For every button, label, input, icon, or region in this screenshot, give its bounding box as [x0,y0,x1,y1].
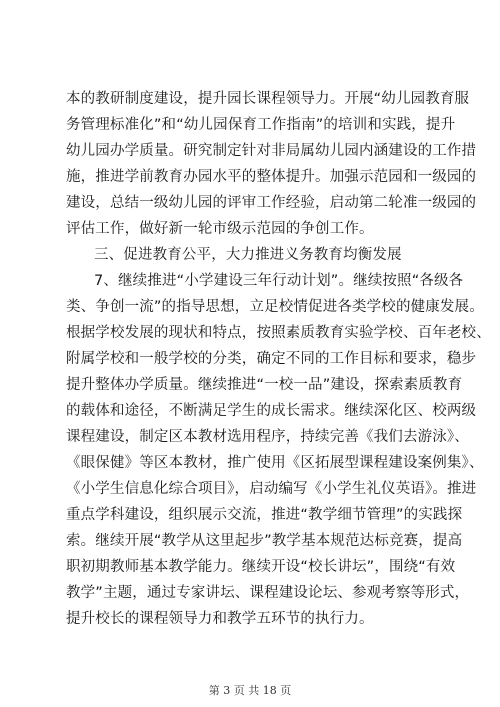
text-line: 附属学校和一般学校的分类，确定不同的工作目标和要求，稳步 [66,351,477,367]
text-line: 《小学生信息化综合项目》，启动编写《小学生礼仪英语》。推进 [66,481,477,497]
text-line: 职初期教师基本教学能力。继续开设“校长讲坛”，围绕“有效 [66,559,456,575]
text-line: 建设，总结一级幼儿园的评审工作经验，启动第二轮准一级园的 [66,195,477,211]
text-line: 提升校长的课程领导力和教学五环节的执行力。 [66,611,374,627]
text-line: 务管理标准化”和“幼儿园保育工作指南”的培训和实践，提升 [66,117,456,133]
text-line: 本的教研制度建设，提升园长课程领导力。开展“幼儿园教育服 [66,91,470,107]
text-line: 7、继续推进“小学建设三年行动计划”。继续按照“各级各 [94,273,464,289]
page-number-footer: 第 3 页 共 18 页 [208,684,292,697]
text-line: 类、争创一流”的指导思想，立足校情促进各类学校的健康发展。 [66,299,484,315]
body-text [66,86,491,632]
text-line: 提升整体办学质量。继续推进“一校一品”建设，探索素质教育 [66,377,463,393]
text-line: 《眼保健》等区本教材，推广使用《区拓展型课程建设案例集》、 [66,455,484,471]
text-line: 幼儿园办学质量。研究制定针对非局属幼儿园内涵建设的工作措 [66,143,477,159]
section-heading: 三、促进教育公平，大力推进义务教育均衡发展 [94,247,402,263]
text-line: 索。继续开展“教学从这里起步”教学基本规范达标竞赛，提高 [66,533,463,549]
text-line: 评估工作，做好新一轮市级示范园的争创工作。 [66,221,374,237]
text-line: 教学”主题，通过专家讲坛、课程建设论坛、参观考察等形式， [66,585,470,601]
text-line: 施，推进学前教育办园水平的整体提升。加强示范园和一级园的 [66,169,477,185]
text-line: 根据学校发展的现状和特点，按照素质教育实验学校、百年老校、 [66,325,491,341]
text-line: 的载体和途径，不断满足学生的成长需求。继续深化区、校两级 [66,403,477,419]
text-line: 重点学科建设，组织展示交流，推进“教学细节管理”的实践探 [66,507,463,523]
text-line: 课程建设，制定区本教材选用程序，持续完善《我们去游泳》、 [66,429,469,445]
